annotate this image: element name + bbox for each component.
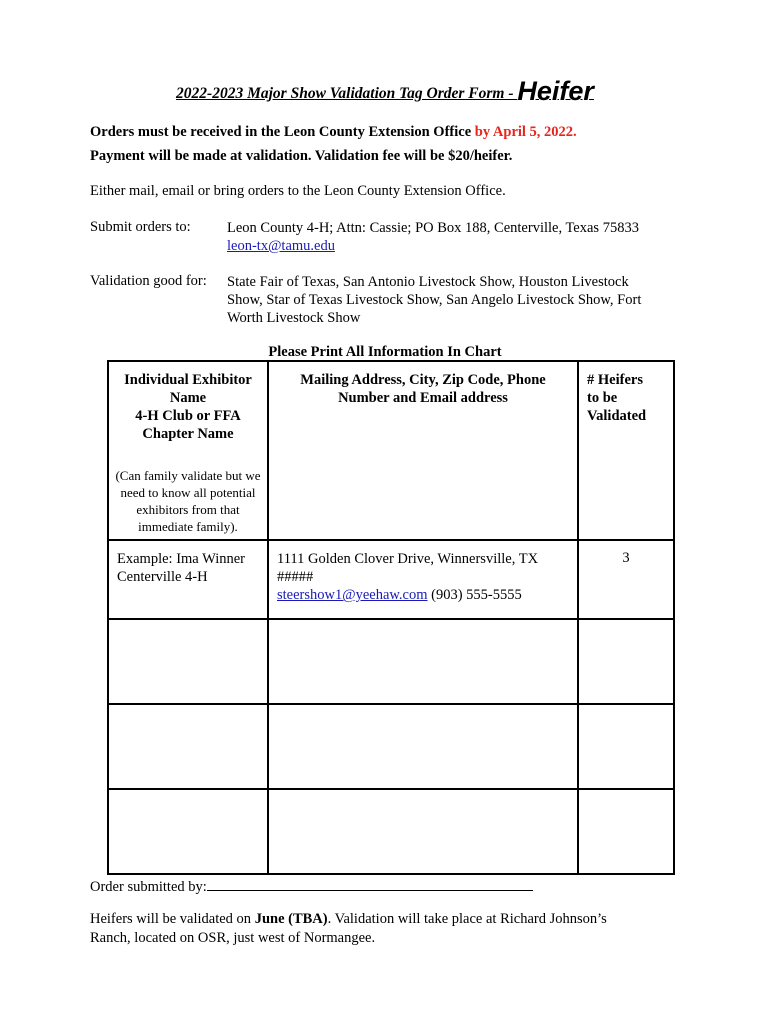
col1-header-cell [108, 361, 268, 540]
example-count-cell: 3 [578, 540, 674, 619]
title-heifer: Heifer [517, 76, 594, 106]
submit-address: Leon County 4-H; Attn: Cassie; PO Box 188, Centerville, Texas 75833 [227, 220, 639, 236]
entry-address-cell[interactable] [268, 789, 578, 874]
col3-header-cell: # Heifers to be Validated [578, 361, 674, 540]
example-row [108, 540, 674, 619]
col1-family-note: (Can family validate but we need to know all potential exhibitors from that immediate family). [115, 468, 261, 534]
example-email-link[interactable]: steershow1@yeehaw.com [277, 587, 428, 603]
entry-count-cell[interactable] [578, 619, 674, 704]
entry-address-cell[interactable] [268, 619, 578, 704]
validation-label: Validation good for: [90, 273, 207, 289]
deadline-date: by April 5, 2022. [474, 124, 577, 140]
col2-header: Mailing Address, City, Zip Code, Phone Number and Email address [300, 372, 546, 406]
entry-row [108, 789, 674, 874]
table-header-row [108, 361, 674, 540]
entry-row [108, 619, 674, 704]
validation-date: June (TBA) [254, 911, 328, 927]
submit-details [227, 219, 677, 255]
entry-name-cell[interactable] [108, 789, 268, 874]
entry-name-cell[interactable] [108, 619, 268, 704]
example-address-cell: 1111 Golden Clover Drive, Winnersville, TX ##### steershow1@yeehaw.com (903) 555-5555 [268, 540, 578, 619]
orders-deadline-line [90, 124, 577, 141]
submitted-label: Order submitted by: [90, 879, 207, 895]
validation-shows: State Fair of Texas, San Antonio Livestock Show, Houston Livestock Show, Star of Texas Livestock Show, San Angelo Livestock Show, Fort Worth Livestock Show [227, 274, 642, 326]
order-submitted-by [90, 876, 533, 896]
example-phone: (903) 555-5555 [427, 587, 522, 603]
payment-line: Payment will be made at validation. Validation fee will be $20/heifer. [90, 148, 513, 164]
signature-line[interactable] [207, 876, 533, 891]
form-title [0, 74, 770, 105]
orders-text: Orders must be received in the Leon County Extension Office [90, 124, 475, 140]
submit-email-link[interactable]: leon-tx@tamu.edu [227, 238, 335, 254]
entry-name-cell[interactable] [108, 704, 268, 789]
submit-label: Submit orders to: [90, 219, 191, 235]
title-text: 2022-2023 Major Show Validation Tag Order Form - [176, 85, 518, 102]
example-name-cell: Example: Ima Winner Centerville 4-H [108, 540, 268, 619]
entry-row [108, 704, 674, 789]
col1-header: Individual Exhibitor Name 4-H Club or FFA Chapter Name [124, 372, 252, 442]
col2-header-cell [268, 361, 578, 540]
entry-count-cell[interactable] [578, 704, 674, 789]
entry-count-cell[interactable] [578, 789, 674, 874]
entry-address-cell[interactable] [268, 704, 578, 789]
delivery-instructions: Either mail, email or bring orders to the Leon County Extension Office. [90, 183, 506, 199]
order-table [107, 360, 675, 875]
chart-caption: Please Print All Information In Chart [268, 344, 502, 360]
validation-note: Heifers will be validated on June (TBA). Validation will take place at Richard Johnson’s Ranch, located on OSR, just west of Normangee. [90, 911, 607, 946]
